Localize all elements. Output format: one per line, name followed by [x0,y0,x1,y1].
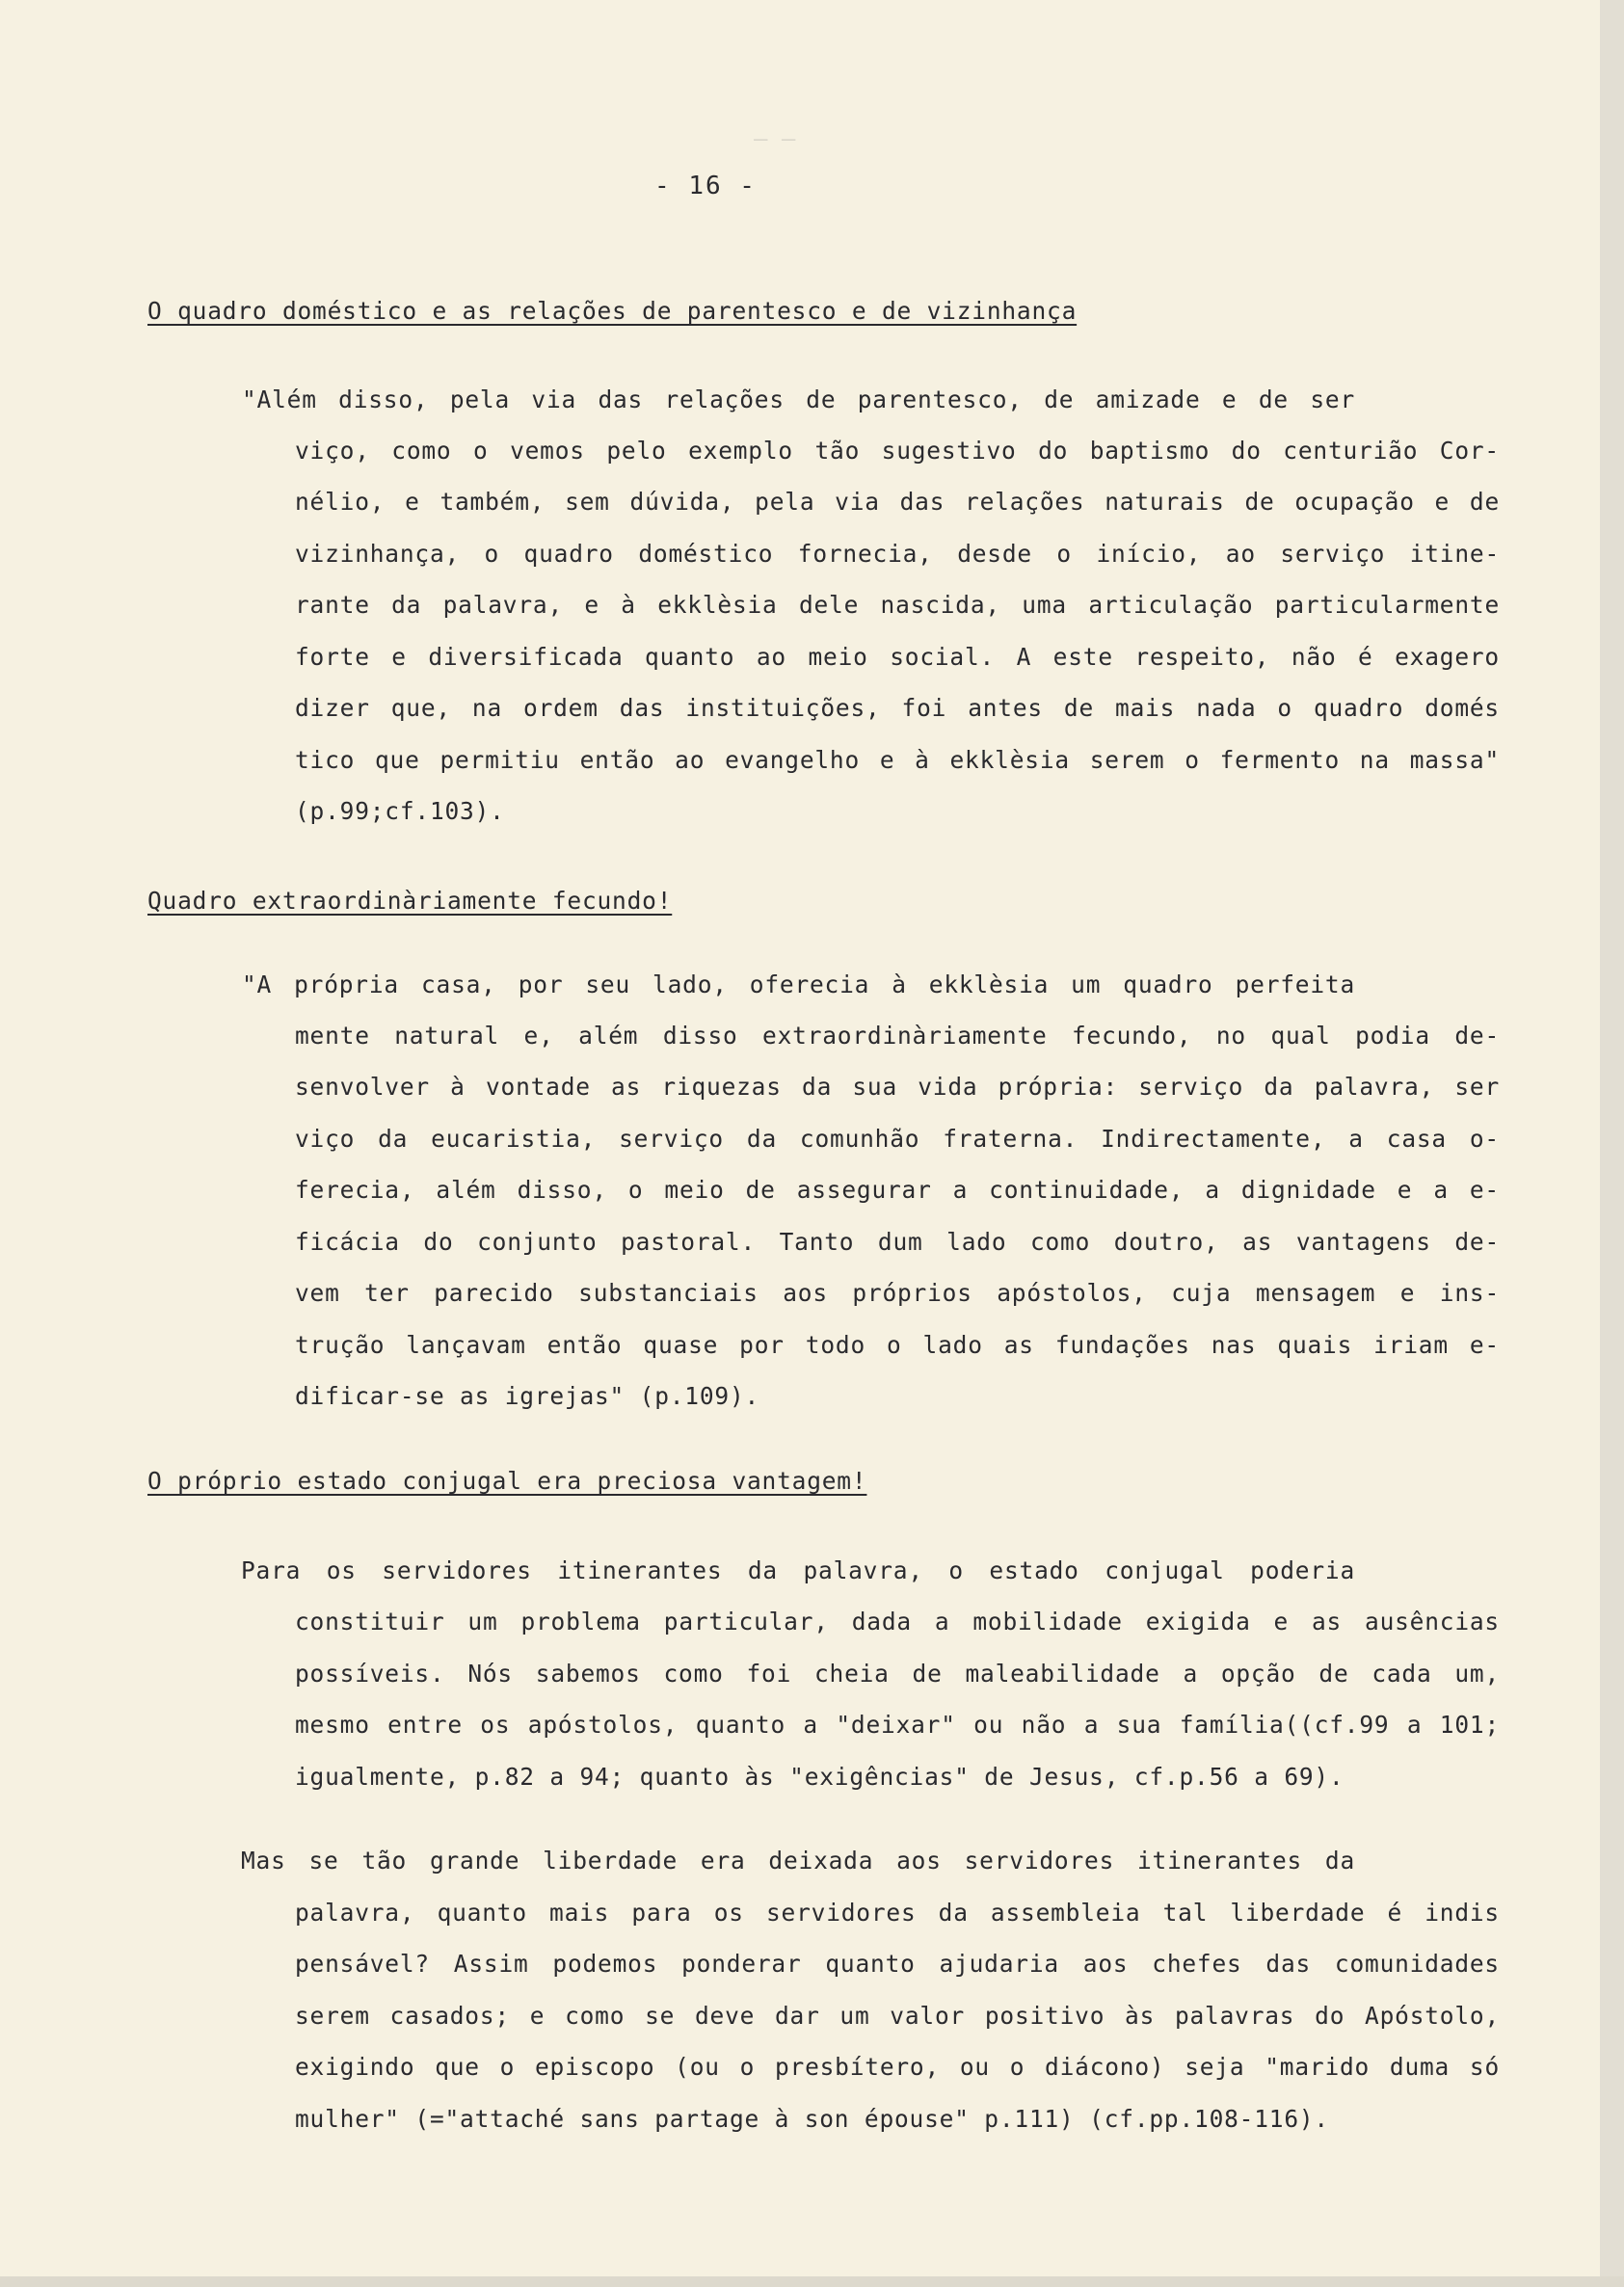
text-line: pensável? Assim podemos ponderar quanto ajudaria aos chefes das comunidades [295,1950,1500,1978]
section-heading-domestic-frame: O quadro doméstico e as relações de parentesco e de vizinhança [147,297,1078,325]
text-line: forte e diversificada quanto ao meio social. A este respeito, não é exagero [295,643,1500,671]
text-line: dizer que, na ordem das instituições, foi antes de mais nada o quadro domés [295,694,1500,722]
scan-edge-right [1600,0,1624,2287]
text-line: mulher" (="attaché sans partage à son épouse" p.111) (cf.pp.108-116). [295,2105,1329,2133]
text-line: Mas se tão grande liberdade era deixada aos servidores itinerantes da [241,1847,1355,1875]
scan-edge-bottom [0,2276,1624,2287]
text-line: mesmo entre os apóstolos, quanto a "deixar" ou não a sua família((cf.99 a 101; [295,1711,1500,1739]
text-line: Para os servidores itinerantes da palavra, o estado conjugal poderia [241,1556,1355,1584]
text-line: nélio, e também, sem dúvida, pela via das relações naturais de ocupação e de [295,488,1500,516]
text-line: rante da palavra, e à ekklèsia dele nascida, uma articulação particularmente [295,591,1500,619]
page-number: - 16 - [654,172,757,200]
text-line: "A própria casa, por seu lado, oferecia à ekklèsia um quadro perfeita [242,971,1355,998]
text-line: vem ter parecido substanciais aos próprios apóstolos, cuja mensagem e ins- [295,1279,1500,1307]
text-line: "Além disso, pela via das relações de parentesco, de amizade e de ser [242,386,1355,413]
text-line: vizinhança, o quadro doméstico fornecia, desde o início, ao serviço itine- [295,540,1500,568]
section-heading-conjugal-state: O próprio estado conjugal era preciosa vantagem! [147,1467,867,1495]
text-line: senvolver à vontade as riquezas da sua vida própria: serviço da palavra, ser [295,1073,1500,1101]
text-line: ferecia, além disso, o meio de assegurar a continuidade, a dignidade e a e- [295,1176,1500,1204]
text-line: viço da eucaristia, serviço da comunhão fraterna. Indirectamente, a casa o- [295,1125,1500,1153]
text-line: (p.99;cf.103). [295,797,505,825]
text-line: tico que permitiu então ao evangelho e à ekklèsia serem o fermento na massa" [295,746,1500,774]
text-line: viço, como o vemos pelo exemplo tão sugestivo do baptismo do centurião Cor- [295,437,1500,465]
text-line: trução lançavam então quase por todo o lado as fundações nas quais iriam e- [295,1331,1500,1359]
text-line: ficácia do conjunto pastoral. Tanto dum lado como doutro, as vantagens de- [295,1228,1500,1256]
section-heading-fruitful-frame: Quadro extraordinàriamente fecundo! [147,887,673,915]
text-line: serem casados; e como se deve dar um valor positivo às palavras do Apóstolo, [295,2002,1500,2030]
text-line: possíveis. Nós sabemos como foi cheia de maleabilidade a opção de cada um, [295,1660,1500,1688]
text-line: exigindo que o episcopo (ou o presbítero, ou o diácono) seja "marido duma só [295,2053,1500,2081]
text-line: palavra, quanto mais para os servidores da assembleia tal liberdade é indis [295,1899,1500,1927]
text-line: igualmente, p.82 a 94; quanto às "exigências" de Jesus, cf.p.56 a 69). [295,1763,1344,1791]
text-line: constituir um problema particular, dada a mobilidade exigida e as ausências [295,1608,1500,1635]
text-line: mente natural e, além disso extraordinàriamente fecundo, no qual podia de- [295,1022,1500,1050]
text-line: dificar-se as igrejas" (p.109). [295,1382,760,1410]
show-through-page-number: – – [754,125,796,152]
